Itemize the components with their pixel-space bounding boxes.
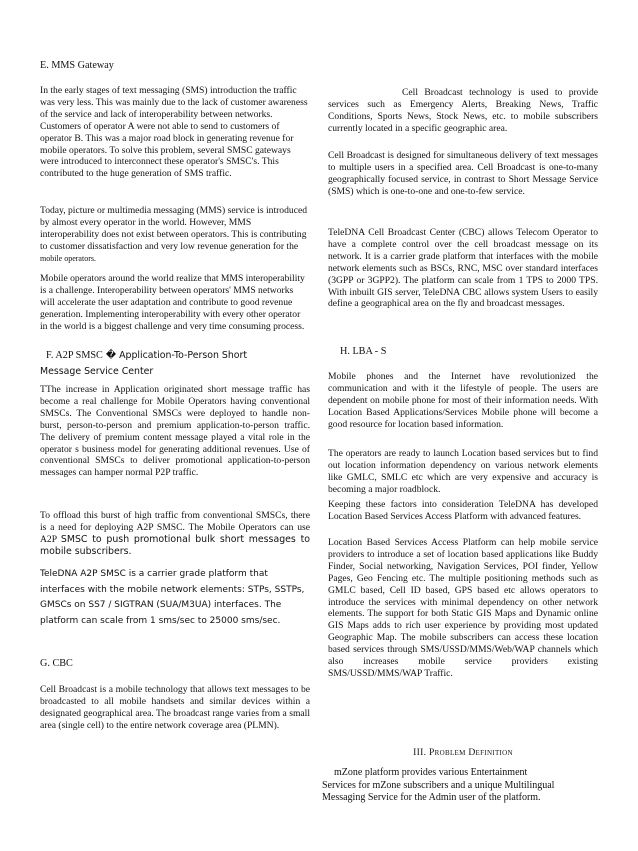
paragraph-a2p-offload-tail: SMSC to push promotional bulk short messages to mobile subscribers.	[40, 533, 310, 557]
paragraph-cell-broadcast-uses: Cell Broadcast technology is used to provide services such as Emergency Alerts, Breaking News, Traffic Conditions, Sports News, Stock News, etc. to mobile subscribers currently located in a specific geographic area.	[328, 87, 598, 134]
section-heading-problem-definition: III. Problem Definition	[413, 747, 513, 758]
paragraph-mzone-platform: mZone platform provides various Entertainment Services for mZone subscribers and a unique Multilingual Messaging Service for the Admin user of the platform.	[322, 767, 555, 804]
replacement-character-icon: �	[105, 350, 117, 361]
section-heading-lba-s: H. LBA - S	[340, 346, 387, 357]
a2p-heading-rest: Application-To-Person Short	[119, 350, 248, 361]
section-heading-a2p-smsc-line2: Message Service Center	[40, 366, 154, 377]
paragraph-lbs-intro: Mobile phones and the Internet have revolutionized the communication and with it the lifestyle of people. The users are dependent on mobile phone for most of their information needs. With Location Based Applications/Services Mobile phone will become a good resource for location based information.	[328, 371, 598, 430]
paragraph-mms-interoperability	[40, 205, 310, 265]
paragraph-lbs-platform: Location Based Services Access Platform can help mobile service providers to introduce a set of location based applications like Buddy Finder, Social networking, Navigation Services, POI finder, Yellow Pages, Geo Fencing etc. The multiple positioning methods such as GMLC based, Cell ID based, GPS based etc allows operators to introduce the services with minimal dependency on other network elements. The support for both Static GIS Maps and Dynamic online GIS Maps adds to rich user experience by providing most updated Geographic Map. The mobile subscribers can access these location based services through SMS/USSD/MMS/Web/WAP channels which also increases mobile service providers existing SMS/USSD/MMS/WAP Traffic.	[328, 537, 598, 679]
paragraph-lbs-teledna: Keeping these factors into consideration TeleDNA has developed Location Based Services Access Platform with advanced features.	[328, 499, 598, 522]
paragraph-teledna-a2p: TeleDNA A2P SMSC is a carrier grade platform that interfaces with the mobile network elements: STPs, SSTPs, GMSCs on SS7 / SIGTRAN (SUA/M3UA) interfaces. The platform can scale from 1 sms/sec to 25000 sms/sec.	[40, 569, 305, 626]
paragraph-a2p-offload	[40, 510, 310, 558]
section-heading-cbc: G. CBC	[40, 658, 73, 669]
paragraph-a2p-offload-text: To offload this burst of high traffic from conventional SMSCs, there is a need for deploying A2P SMSC. The Mobile Operators can use A2P	[40, 510, 310, 545]
paragraph-mms-interoperability-tail: mobile operators.	[40, 253, 96, 263]
paragraph-cell-broadcast-definition: Cell Broadcast is a mobile technology that allows text messages to be broadcasted to all mobile handsets and similar devices within a designated geographical area. The broadcast range varies from a small area (single cell) to the entire network coverage area (PLMN).	[40, 684, 310, 731]
paragraph-mms-interoperability-text: Today, picture or multimedia messaging (MMS) service is introduced by almost every operator in the world. However, MMS interoperability does not exist between operators. This is contributing to customer dissatisfaction and very low revenue generation for the	[40, 205, 308, 252]
paragraph-teledna-cbc: TeleDNA Cell Broadcast Center (CBC) allows Telecom Operator to have a complete control over the cell broadcast message on its network. It is a carrier grade platform that interfaces with the mobile network elements such as BSCs, RNC, MSC over standard interfaces (3GPP or 3GPP2). The platform can scale from 1 TPS to 2000 TPS. With inbuilt GIS server, TeleDNA CBC allows system Users to easily define a geographical area on the fly and broadcast messages.	[328, 227, 598, 310]
paragraph-mms-challenge: Mobile operators around the world realize that MMS interoperability is a challenge. Interoperability between operators' MMS networks will accelerate the user adaptation and contribute to good revenue generation. Implementing interoperability with every other operator in the world is a biggest challenge and very time consuming process.	[40, 273, 305, 332]
paragraph-mms-history: In the early stages of text messaging (SMS) introduction the traffic was very less. This was mainly due to the lack of customer awareness of the service and lack of interoperability between networks. Customers of operator A were not able to send to customers of operator B. This was a major road block in generating revenue for mobile operators. To solve this problem, several SMSC gateways were introduced to interconnect these operator's SMSC's. This contributed to the huge generation of SMS traffic.	[40, 85, 308, 180]
a2p-heading-prefix: F. A2P SMSC	[46, 350, 103, 361]
paragraph-cell-broadcast-design: Cell Broadcast is designed for simultaneous delivery of text messages to multiple users in a specified area. Cell Broadcast is one-to-many geographically focused service, in contrast to Short Message Service (SMS) which is one-to-one and one-to-few service.	[328, 150, 598, 197]
section-heading-mms-gateway: E. MMS Gateway	[40, 60, 114, 71]
section-heading-a2p-smsc	[46, 348, 310, 363]
paragraph-lbs-operators: The operators are ready to launch Location based services but to find out location information dependency on various network elements like GMLC, SMLC etc which are very expensive and accuracy is becoming a major roadblock.	[328, 448, 598, 495]
paragraph-a2p-increase: TThe increase in Application originated short message traffic has become a real challenge for Mobile Operators having conventional SMSCs. The Conventional SMSCs were deployed to handle non-burst, person-to-person and premium application-to-person traffic. The delivery of premium content message played a vital role in the operator s business model for generating additional revenues. Use of conventional SMSCs to deliver promotional application-to-person messages can hamper normal P2P traffic.	[40, 384, 310, 479]
